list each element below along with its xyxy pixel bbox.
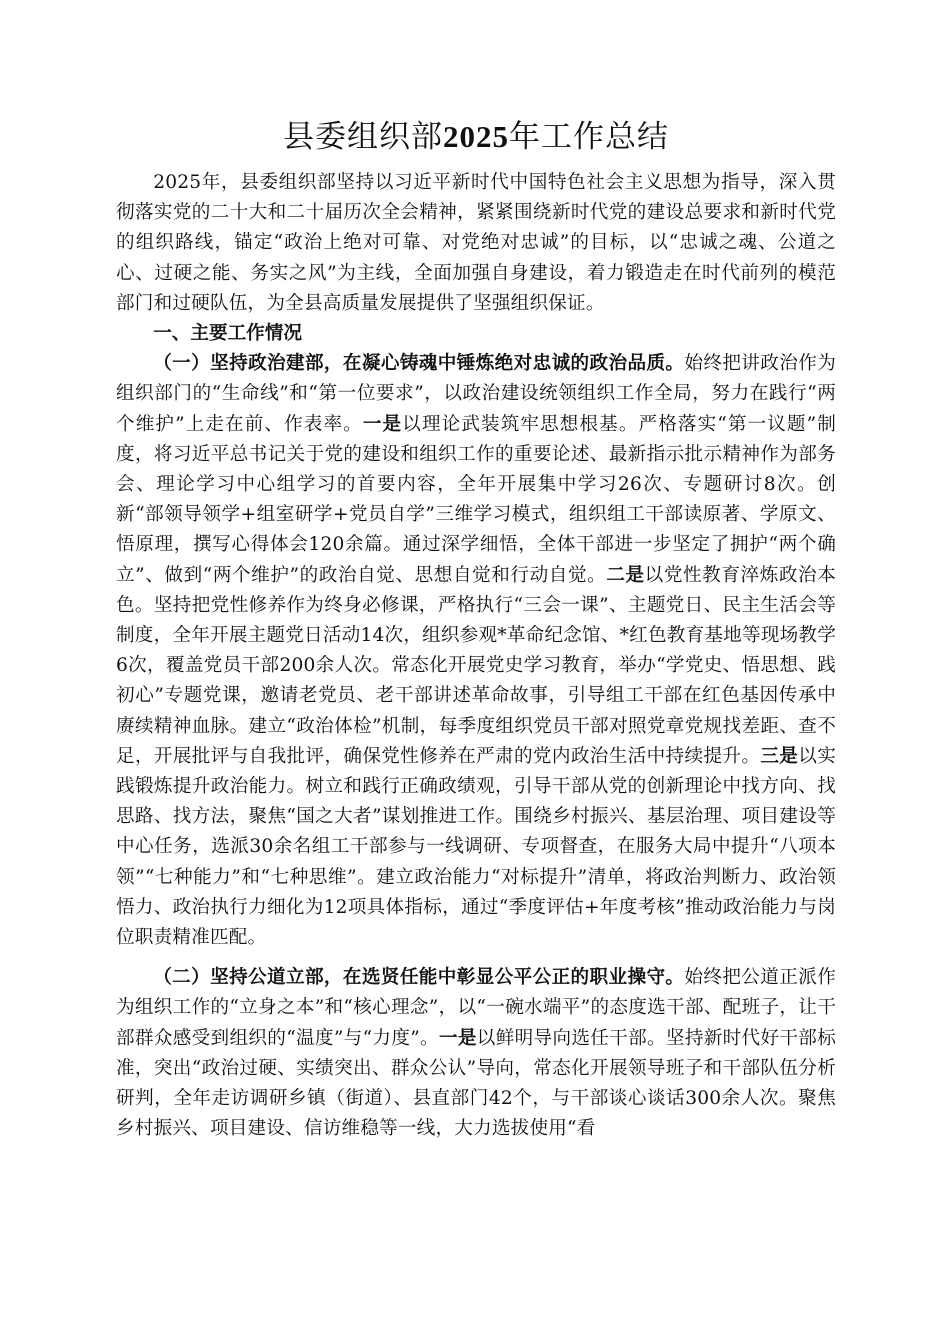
paragraph-text: 以党性教育淬炼政治本色。坚持把党性修养作为终身必修课，严格执行“三会一课”、主题党日、民主生活会等制度，全年开展主题党日活动14次，组织参观*革命纪念馆、*红色教育基地等现场教学6次，覆盖党员干部200余人次。常态化开展党史学习教育，举办“学党史、悟思想、践初心”专题党课，邀请老党员、老干部讲述革命故事，引导组工干部在红色基因传承中赓续精神血脉。建立“政治体检”机制，每季度组织党员干部对照党章党规找差距、查不足，开展批评与自我批评，确保党性修养在严肃的党内政治生活中持续提升。 (116, 564, 836, 767)
paragraph-text: 始终把讲政治作为组织部门的“生命线”和“第一位要求”，以政治建设统领组织工作全局，努力在践行“两个维护”上走在前、作表率。 (116, 353, 836, 435)
paragraph-political-building (116, 349, 836, 953)
point-marker: 一是 (438, 1027, 477, 1049)
paragraph-text: 以鲜明导向选任干部。坚持新时代好干部标准，突出“政治过硬、实绩突出、群众公认”导向，常态化开展领导班子和干部队伍分析研判，全年走访调研乡镇（街道）、县直部门42个，与干部谈心谈话300余人次。聚焦乡村振兴、项目建设、信访维稳等一线，大力选拔使用“看 (116, 1027, 836, 1140)
paragraph-text: 以理论武装筑牢思想根基。严格落实“第一议题”制度，将习近平总书记关于党的建设和组织工作的重要论述、最新指示批示精神作为部务会、理论学习中心组学习的首要内容，全年开展集中学习26次、专题研讨8次。创新“部领导领学+组室研学+党员自学”三维学习模式，组织组工干部读原著、学原文、悟原理，撰写心得体会120余篇。通过深学细悟，全体干部进一步坚定了拥护“两个确立”、做到“两个维护”的政治自觉、思想自觉和行动自觉。 (116, 413, 837, 586)
title-suffix: 年工作总结 (509, 119, 669, 155)
title-prefix: 县委组织部 (283, 119, 443, 155)
point-marker: 二是 (606, 564, 645, 586)
intro-paragraph: 2025年，县委组织部坚持以习近平新时代中国特色社会主义思想为指导，深入贯彻落实党的二十大和二十届历次全会精神，紧紧围绕新时代党的建设总要求和新时代党的组织路线，锚定“政治上绝对可靠、对党绝对忠诚”的目标，以“忠诚之魂、公道之心、过硬之能、务实之风”为主线，全面加强自身建设，着力锻造走在时代前列的模范部门和过硬队伍，为全县高质量发展提供了坚强组织保证。 (116, 172, 836, 314)
section-heading: 一、主要工作情况 (153, 323, 302, 345)
page-title (116, 112, 836, 162)
point-marker: 一是 (362, 413, 403, 435)
paragraph-text: 以实践锻炼提升政治能力。树立和践行正确政绩观，引导干部从党的创新理论中找方向、找思路、找方法，聚焦“国之大者”谋划推进工作。围绕乡村振兴、基层治理、项目建设等中心任务，选派30余名组工干部参与一线调研、专项督查，在服务大局中提升“八项本领”“七种能力”和“七种思维”。建立政治能力“对标提升”清单，将政治判断力、政治领悟力、政治执行力细化为12项具体指标，通过“季度评估+年度考核”推动政治能力与岗位职责精准匹配。 (116, 745, 836, 949)
document-body (116, 112, 836, 1145)
title-year: 2025 (443, 119, 509, 154)
paragraph-lead: （一）坚持政治建部，在凝心铸魂中锤炼绝对忠诚的政治品质。 (153, 353, 685, 375)
paragraph-lead: （二）坚持公道立部，在选贤任能中彰显公平公正的职业操守。 (153, 967, 685, 989)
point-marker: 三是 (760, 745, 799, 767)
paragraph-text: 始终把公道正派作为组织工作的“立身之本”和“核心理念”，以“一碗水端平”的态度选干部、配班子，让干部群众感受到组织的“温度”与“力度”。 (116, 967, 836, 1049)
paragraph-fairness-building (116, 963, 836, 1144)
